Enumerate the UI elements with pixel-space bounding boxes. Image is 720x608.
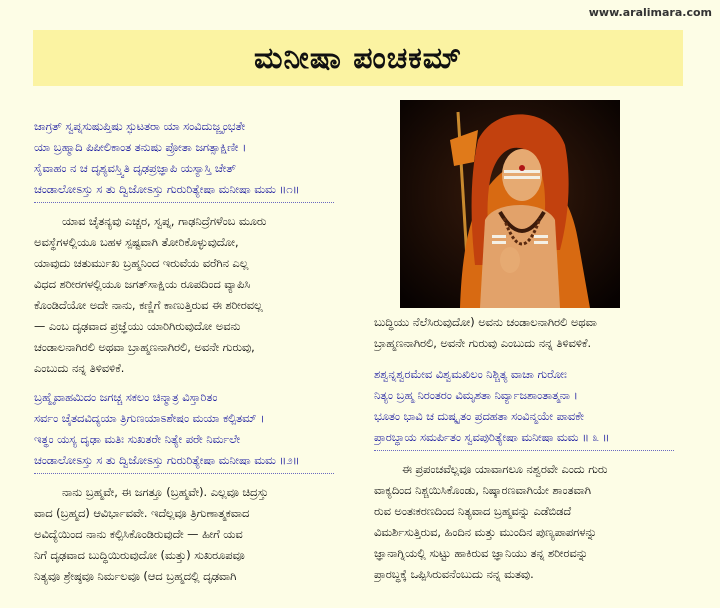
verse-line: ಇತ್ಥಂ ಯಸ್ಯ ದೃಢಾ ಮತಿಃ ಸುಖತರೇ ನಿತ್ಯೇ ಪರೇ ನಿರ್ಮಲೇ (34, 433, 241, 446)
para-line: ಯಾವ ಚೈತನ್ಯವು ಎಚ್ಚರ, ಸ್ವಪ್ನ, ಗಾಢನಿದ್ರೆಗಳೆಂಬ ಮೂರು (62, 215, 267, 228)
paragraph-2 (34, 482, 370, 587)
right-column (374, 312, 692, 585)
verse-line: ಜಾಗ್ರತ್ ಸ್ವಪ್ನಸುಷುಪ್ತಿಷು ಸ್ಫುಟತರಾ ಯಾ ಸಂವಿದುಜ್ಜೃಂಭತೇ (34, 120, 246, 133)
para-line: ವಿಮರ್ಶಿಸುತ್ತಿರುವ, ಹಿಂದಿನ ಮತ್ತು ಮುಂದಿನ ಪುಣ್ಯಪಾಪಗಳನ್ನು (374, 526, 597, 539)
verse-line: ಸೈವಾಹಂ ನ ಚ ದೃಶ್ಯವಸ್ತ್ವಿತಿ ದೃಢಪ್ರಜ್ಞಾಪಿ ಯಸ್ಯಾಸ್ತಿ ಚೇತ್ (34, 162, 236, 175)
para-line: ಚಂಡಾಲನಾಗಿರಲಿ ಅಥವಾ ಬ್ರಾಹ್ಮಣನಾಗಿರಲಿ, ಅವನೇ ಗುರುವು, (34, 341, 255, 354)
para-line: ಈ ಪ್ರಪಂಚವೆಲ್ಲವೂ ಯಾವಾಗಲೂ ನಶ್ವರವೇ ಎಂದು ಗುರು (402, 463, 608, 476)
saint-portrait-image (400, 100, 620, 308)
verse-line: ಯಾ ಬ್ರಹ್ಮಾದಿ ಪಿಪೀಲಿಕಾಂತ ತನುಷು ಪ್ರೋತಾ ಜಗತ್ಸಾಕ್ಷಿಣೀ । (34, 141, 247, 154)
verse-line: ಶಶ್ವನ್ನಶ್ವರಮೇವ ವಿಶ್ವಮಖಿಲಂ ನಿಶ್ಚಿತ್ಯ ವಾಚಾ ಗುರೋಃ (374, 368, 567, 381)
para-line: ಬುದ್ಧಿಯು ನೆಲೆಸಿರುವುದೋ) ಅವನು ಚಂಡಾಲನಾಗಿರಲಿ ಅಥವಾ (374, 316, 597, 329)
verse-line: ಪ್ರಾರಬ್ಧಾಯ ಸಮರ್ಪಿತಂ ಸ್ವವಪುರಿತ್ಯೇಷಾ ಮನೀಷಾ ಮಮ ॥ ೩ ॥ (374, 431, 610, 444)
para-line: ವಿಧದ ಶರೀರಗಳಲ್ಲಿಯೂ ಜಗತ್‌ಸಾಕ್ಷಿಯ ರೂಪದಿಂದ ವ್ಯಾಪಿಸಿ (34, 278, 251, 291)
portrait-illustration (400, 100, 620, 308)
verse-divider (34, 202, 334, 203)
para-line: ಅವಸ್ಥೆಗಳಲ್ಲಿಯೂ ಬಹಳ ಸ್ಪಷ್ಟವಾಗಿ ತೋರಿಕೊಳ್ಳುವುದೋ, (34, 236, 239, 249)
page-title: ಮನೀಷಾ ಪಂಚಕಮ್ (253, 40, 463, 76)
para-line: ಜ್ಞಾನಾಗ್ನಿಯಲ್ಲಿ ಸುಟ್ಟು ಹಾಕಿರುವ ಜ್ಞಾನಿಯು ತನ್ನ ಶರೀರವನ್ನು (374, 547, 588, 560)
para-line: ರುವ ಅಂತಃಕರಣದಿಂದ ನಿತ್ಯವಾದ ಬ್ರಹ್ಮವನ್ನು ಎಡೆಬಿಡದೆ (374, 505, 572, 518)
verse-line: ಚಂಡಾಲೋಽಸ್ತು ಸ ತು ದ್ವಿಜೋಽಸ್ತು ಗುರುರಿತ್ಯೇಷಾ ಮನೀಷಾ ಮಮ ॥೧॥ (34, 183, 300, 196)
site-url: www.aralimara.com (588, 6, 712, 19)
verse-line: ಸರ್ವಂ ಚೈತದವಿದ್ಯಯಾ ತ್ರಿಗುಣಯಾಽಶೇಷಂ ಮಯಾ ಕಲ್ಪಿತಮ್ । (34, 412, 265, 425)
para-line: ನಿಗೆ ದೃಢವಾದ ಬುದ್ಧಿಯಿರುವುದೋ (ಮತ್ತು) ಸುಖರೂಪವೂ (34, 549, 245, 562)
verse-2 (34, 387, 370, 471)
para-line: ಪ್ರಾರಬ್ಧಕ್ಕೆ ಒಪ್ಪಿಸಿರುವನೆಂಬುದು ನನ್ನ ಮತವು. (374, 568, 534, 581)
para-line: ಬ್ರಾಹ್ಮಣನಾಗಿರಲಿ, ಅವನೇ ಗುರುವು ಎಂಬುದು ನನ್ನ ತಿಳಿವಳಿಕೆ. (374, 337, 592, 350)
verse-line: ಭೂತಂ ಭಾವಿ ಚ ದುಷ್ಕೃತಂ ಪ್ರದಹತಾ ಸಂವಿನ್ಮಯೇ ಪಾವಕೇ (374, 410, 584, 423)
para-line: ವಾಕ್ಯದಿಂದ ನಿಶ್ಚಯಿಸಿಕೊಂಡು, ನಿಷ್ಕಾರಣವಾಗಿಯೇ ಶಾಂತವಾಗಿ (374, 484, 591, 497)
paragraph-3 (374, 459, 692, 585)
verse-line: ಚಂಡಾಲೋಽಸ್ತು ಸ ತು ದ್ವಿಜೋಽಸ್ತು ಗುರುರಿತ್ಯೇಷಾ ಮನೀಷಾ ಮಮ ॥೨॥ (34, 454, 300, 467)
para-line: ವಾದ (ಬ್ರಹ್ಮದ) ಆವಿರ್ಭಾವವೇ. ಇದೆಲ್ಲವೂ ತ್ರಿಗುಣಾತ್ಮಕವಾದ (34, 507, 250, 520)
verse-line: ಬ್ರಹ್ಮೈವಾಹಮಿದಂ ಜಗಚ್ಚ ಸಕಲಂ ಚಿನ್ಮಾತ್ರ ವಿಸ್ತಾರಿತಂ (34, 391, 218, 404)
title-banner (33, 30, 683, 86)
left-column (34, 116, 370, 587)
verse-3 (374, 364, 692, 448)
verse-divider (374, 450, 674, 451)
verse-1 (34, 116, 370, 200)
para-line: ಅವಿದ್ಯೆಯಿಂದ ನಾನು ಕಲ್ಪಿಸಿಕೊಂಡಿರುವುದೇ — ಹೀಗೆ ಯವ (34, 528, 243, 541)
para-line: ನಾನು ಬ್ರಹ್ಮವೇ, ಈ ಜಗತ್ತೂ (ಬ್ರಹ್ಮವೇ). ಎಲ್ಲವೂ ಚಿದ್ರಸ್ತು (62, 486, 269, 499)
para-line: ಎಂಬುದು ನನ್ನ ತಿಳಿವಳಿಕೆ. (34, 362, 125, 375)
verse-line: ನಿತ್ಯಂ ಬ್ರಹ್ಮ ನಿರಂತರಂ ವಿಮೃಶತಾ ನಿರ್ವ್ಯಾಜಶಾಂತಾತ್ಮನಾ । (374, 389, 578, 402)
verse-divider (34, 473, 334, 474)
para-line: ಕೊಂಡಿದೆಯೋ ಅದೇ ನಾನು, ಕಣ್ಣಿಗೆ ಕಾಣುತ್ತಿರುವ ಈ ಶರೀರವಲ್ಲ (34, 299, 263, 312)
paragraph-2-continued (374, 312, 692, 354)
paragraph-1 (34, 211, 370, 379)
para-line: ನಿತ್ಯವೂ ಶ್ರೇಷ್ಠವೂ ನಿರ್ಮಲವೂ (ಆದ ಬ್ರಹ್ಮದಲ್ಲಿ ದೃಢವಾಗಿ (34, 570, 237, 583)
para-line: — ಎಂಬ ದೃಢವಾದ ಪ್ರಜ್ಞೆಯು ಯಾರಿಗಿರುವುದೋ ಅವನು (34, 320, 241, 333)
para-line: ಯಾವುದು ಚತುರ್ಮುಖ ಬ್ರಹ್ಮನಿಂದ ಇರುವೆಯ ವರೆಗಿನ ಎಲ್ಲ (34, 257, 249, 270)
